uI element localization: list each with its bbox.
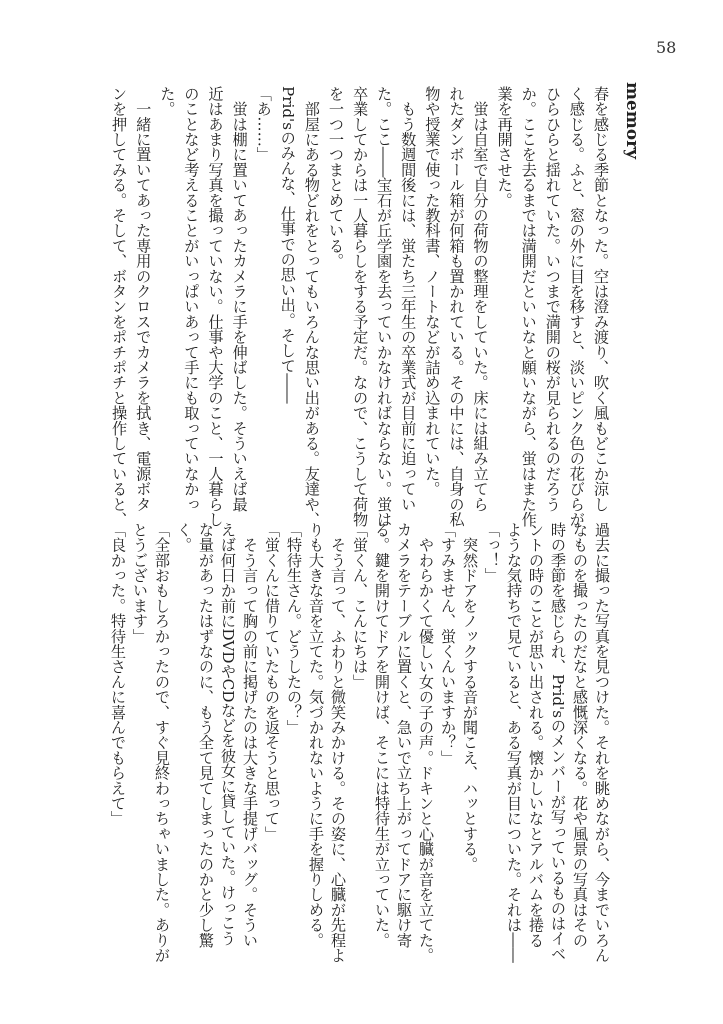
text-line: やわらかくて優しい女の子の声。ドキンと心臓が音を立てた。: [417, 522, 435, 963]
text-line: そう言って胸の前に掲げたのは大きな手提げバッグ。そうい: [241, 522, 259, 948]
text-line: ひらひらと揺れていた。いつまで満開の桜が見られるのだろう: [543, 86, 562, 512]
text-line: 蛍は自室で自分の荷物の整理をしていた。床には組み立てら: [471, 86, 490, 512]
text-line: ような気持ちで見ていると、ある写真が目についた。それは――: [505, 522, 523, 963]
text-line: 近はあまり写真を撮っていない。仕事や大学のこと、一人暮らし: [206, 86, 225, 527]
text-line: な量があったはずなのに、もう全て見てしまったのかと少し驚: [197, 522, 215, 948]
text-line: 「全部おもしろかったので、すぐ見終わっちゃいました。ありが: [153, 522, 171, 963]
text-line: た。: [158, 86, 177, 117]
text-line: 業を再開させた。: [495, 86, 514, 208]
text-line: 春を感じる季節となった。空は澄み渡り、吹く風もどこか涼し: [592, 86, 610, 512]
text-line: ントの時のことが思い出される。懐かしいなとアルバムを捲る: [527, 522, 545, 948]
text-line: 「特待生さん。どうしたの？」: [285, 522, 303, 735]
text-line: 「良かった。特待生さんに喜んでもらえて」: [109, 522, 127, 826]
text-line: 「すみません、蛍くんいますか？」: [439, 522, 457, 766]
text-line: く感じる。ふと、窓の外に目を移すと、淡いピンク色の花びらが: [567, 86, 586, 527]
text-line: か。ここを去るまでは満開だといいなと願いながら、蛍はまた作: [519, 86, 538, 527]
text-line: のことなど考えることがいっぱいあって手にも取っていなかっ: [182, 86, 201, 512]
text-line: そう言って、ふわりと微笑みかける。その姿に、心臓が先程よ: [329, 522, 347, 963]
text-line: 物や授業で使った教科書、ノートなどが詰め込まれていた。: [423, 86, 442, 497]
text-line: 卒業してからは一人暮らしをする予定だ。なので、こうして荷物: [351, 86, 370, 527]
text-block-top: [107, 86, 613, 527]
text-line: 「蛍くんに借りていたものを返そうと思って」: [263, 522, 281, 842]
text-line: もう数週間後には、蛍たち三年生の卒業式が目前に迫ってい: [399, 86, 418, 512]
page-number: 58: [656, 38, 677, 57]
text-line: 部屋にある物どれをとってもいろんな思い出がある。友達や、: [302, 86, 321, 527]
text-line: 「っ！」: [483, 522, 501, 583]
text-line: を一つ一つまとめている。: [326, 86, 345, 269]
text-line: る。鍵を開けてドアを開けば、そこには特待生が立っていた。: [373, 522, 391, 948]
text-line: 蛍は棚に置いてあったカメラに手を伸ばした。そういえば最: [230, 86, 249, 512]
text-line: 時の季節を感じられ、Prid'sのメンバーが写っているものはイベ: [549, 522, 567, 962]
text-line: 過去に撮った写真を見つけた。それを眺めながら、今までいろん: [593, 522, 611, 963]
text-line: りも大きな音を立てた。気づかれないように手を握りしめる。: [307, 522, 325, 948]
text-line: カメラをテーブルに置くと、急いで立ち上がってドアに駆け寄: [395, 522, 413, 948]
text-line: 「あ……」: [254, 86, 273, 162]
text-line: た。ここ――宝石が丘学園を去っていかなければならない。蛍は: [375, 86, 394, 527]
text-line: 一緒に置いてあった専用のクロスでカメラを拭き、電源ボタ: [134, 86, 153, 512]
text-line: Prid'sのみんな、仕事での思い出。そして――: [278, 86, 297, 404]
text-line: ンを押してみる。そして、ボタンをポチポチと操作していると、: [110, 86, 129, 527]
running-header: memory: [622, 82, 642, 159]
text-line: 突然ドアをノックする音が聞こえ、ハッとする。: [461, 522, 479, 872]
text-line: とうございます」: [131, 522, 149, 644]
text-block-bottom: [107, 522, 613, 972]
text-line: く。: [175, 522, 193, 553]
text-line: 「蛍くん、こんにちは」: [351, 522, 369, 690]
text-line: なものを撮ったのだなと感慨深くなる。花や風景の写真はその: [571, 522, 589, 948]
text-line: れたダンボール箱が何箱も置かれている。その中には、自身の私: [447, 86, 466, 527]
text-line: えば何日か前にDVDやCDなどを彼女に貸していた。けっこう: [219, 522, 237, 946]
